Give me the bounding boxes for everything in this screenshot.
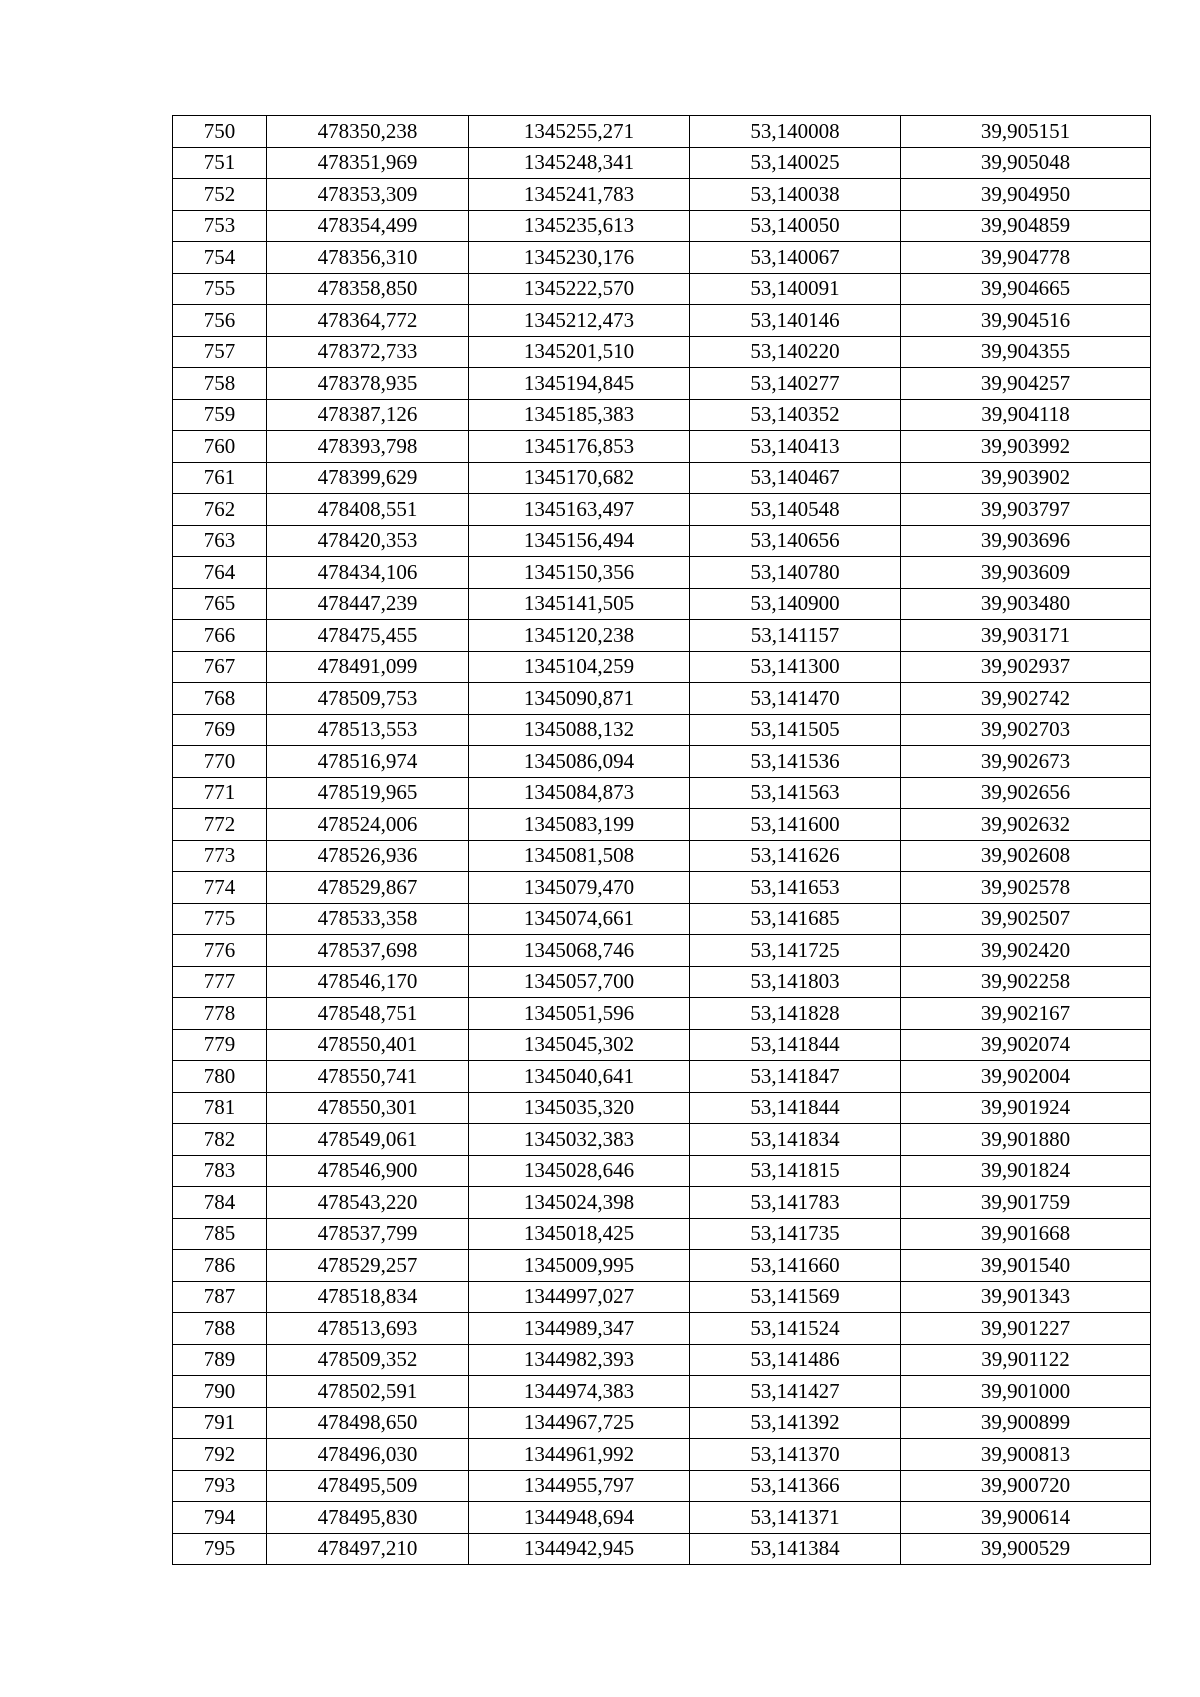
latitude-cell: 53,141486 xyxy=(690,1344,901,1376)
latitude-cell: 53,141626 xyxy=(690,840,901,872)
latitude-cell: 53,141783 xyxy=(690,1187,901,1219)
point-number-cell: 792 xyxy=(173,1439,267,1471)
table-row xyxy=(173,1313,1151,1345)
table-row xyxy=(173,840,1151,872)
longitude-cell: 39,904859 xyxy=(901,210,1151,242)
point-number-cell: 753 xyxy=(173,210,267,242)
table-row xyxy=(173,620,1151,652)
table-row xyxy=(173,683,1151,715)
latitude-cell: 53,141660 xyxy=(690,1250,901,1282)
table-row xyxy=(173,1502,1151,1534)
x-coordinate-cell: 478408,551 xyxy=(267,494,469,526)
longitude-cell: 39,900614 xyxy=(901,1502,1151,1534)
latitude-cell: 53,141505 xyxy=(690,714,901,746)
table-row xyxy=(173,336,1151,368)
latitude-cell: 53,141384 xyxy=(690,1533,901,1565)
latitude-cell: 53,141470 xyxy=(690,683,901,715)
longitude-cell: 39,902608 xyxy=(901,840,1151,872)
longitude-cell: 39,902074 xyxy=(901,1029,1151,1061)
y-coordinate-cell: 1345068,746 xyxy=(469,935,690,967)
point-number-cell: 787 xyxy=(173,1281,267,1313)
y-coordinate-cell: 1345032,383 xyxy=(469,1124,690,1156)
x-coordinate-cell: 478497,210 xyxy=(267,1533,469,1565)
longitude-cell: 39,900813 xyxy=(901,1439,1151,1471)
point-number-cell: 773 xyxy=(173,840,267,872)
latitude-cell: 53,140067 xyxy=(690,242,901,274)
longitude-cell: 39,901122 xyxy=(901,1344,1151,1376)
longitude-cell: 39,901540 xyxy=(901,1250,1151,1282)
y-coordinate-cell: 1345212,473 xyxy=(469,305,690,337)
x-coordinate-cell: 478537,698 xyxy=(267,935,469,967)
point-number-cell: 774 xyxy=(173,872,267,904)
x-coordinate-cell: 478434,106 xyxy=(267,557,469,589)
table-row xyxy=(173,242,1151,274)
table-row xyxy=(173,179,1151,211)
point-number-cell: 770 xyxy=(173,746,267,778)
y-coordinate-cell: 1345201,510 xyxy=(469,336,690,368)
table-row xyxy=(173,998,1151,1030)
table-row xyxy=(173,557,1151,589)
table-row xyxy=(173,714,1151,746)
y-coordinate-cell: 1345057,700 xyxy=(469,966,690,998)
y-coordinate-cell: 1345255,271 xyxy=(469,116,690,148)
longitude-cell: 39,904950 xyxy=(901,179,1151,211)
longitude-cell: 39,901668 xyxy=(901,1218,1151,1250)
latitude-cell: 53,140277 xyxy=(690,368,901,400)
latitude-cell: 53,141370 xyxy=(690,1439,901,1471)
table-row xyxy=(173,116,1151,148)
x-coordinate-cell: 478513,693 xyxy=(267,1313,469,1345)
longitude-cell: 39,903797 xyxy=(901,494,1151,526)
y-coordinate-cell: 1345074,661 xyxy=(469,903,690,935)
longitude-cell: 39,904665 xyxy=(901,273,1151,305)
table-row xyxy=(173,966,1151,998)
x-coordinate-cell: 478399,629 xyxy=(267,462,469,494)
longitude-cell: 39,902167 xyxy=(901,998,1151,1030)
x-coordinate-cell: 478546,900 xyxy=(267,1155,469,1187)
latitude-cell: 53,140780 xyxy=(690,557,901,589)
longitude-cell: 39,904778 xyxy=(901,242,1151,274)
table-row xyxy=(173,1218,1151,1250)
x-coordinate-cell: 478495,509 xyxy=(267,1470,469,1502)
point-number-cell: 786 xyxy=(173,1250,267,1282)
x-coordinate-cell: 478353,309 xyxy=(267,179,469,211)
longitude-cell: 39,904516 xyxy=(901,305,1151,337)
point-number-cell: 751 xyxy=(173,147,267,179)
y-coordinate-cell: 1345045,302 xyxy=(469,1029,690,1061)
x-coordinate-cell: 478495,830 xyxy=(267,1502,469,1534)
point-number-cell: 758 xyxy=(173,368,267,400)
x-coordinate-cell: 478498,650 xyxy=(267,1407,469,1439)
y-coordinate-cell: 1345235,613 xyxy=(469,210,690,242)
y-coordinate-cell: 1345120,238 xyxy=(469,620,690,652)
table-row xyxy=(173,903,1151,935)
table-row xyxy=(173,1470,1151,1502)
table-row xyxy=(173,1344,1151,1376)
latitude-cell: 53,141392 xyxy=(690,1407,901,1439)
x-coordinate-cell: 478550,401 xyxy=(267,1029,469,1061)
latitude-cell: 53,141563 xyxy=(690,777,901,809)
y-coordinate-cell: 1345104,259 xyxy=(469,651,690,683)
latitude-cell: 53,141847 xyxy=(690,1061,901,1093)
latitude-cell: 53,140091 xyxy=(690,273,901,305)
table-row xyxy=(173,1407,1151,1439)
coordinate-table xyxy=(172,115,1151,1565)
x-coordinate-cell: 478364,772 xyxy=(267,305,469,337)
x-coordinate-cell: 478502,591 xyxy=(267,1376,469,1408)
table-row xyxy=(173,305,1151,337)
point-number-cell: 784 xyxy=(173,1187,267,1219)
table-row xyxy=(173,588,1151,620)
longitude-cell: 39,905151 xyxy=(901,116,1151,148)
y-coordinate-cell: 1345084,873 xyxy=(469,777,690,809)
x-coordinate-cell: 478518,834 xyxy=(267,1281,469,1313)
longitude-cell: 39,902578 xyxy=(901,872,1151,904)
y-coordinate-cell: 1345156,494 xyxy=(469,525,690,557)
y-coordinate-cell: 1345028,646 xyxy=(469,1155,690,1187)
table-row xyxy=(173,1092,1151,1124)
point-number-cell: 790 xyxy=(173,1376,267,1408)
point-number-cell: 750 xyxy=(173,116,267,148)
y-coordinate-cell: 1345086,094 xyxy=(469,746,690,778)
latitude-cell: 53,140220 xyxy=(690,336,901,368)
table-row xyxy=(173,1250,1151,1282)
point-number-cell: 775 xyxy=(173,903,267,935)
table-row xyxy=(173,1187,1151,1219)
table-row xyxy=(173,872,1151,904)
latitude-cell: 53,141300 xyxy=(690,651,901,683)
x-coordinate-cell: 478351,969 xyxy=(267,147,469,179)
y-coordinate-cell: 1345176,853 xyxy=(469,431,690,463)
x-coordinate-cell: 478372,733 xyxy=(267,336,469,368)
longitude-cell: 39,902420 xyxy=(901,935,1151,967)
y-coordinate-cell: 1344997,027 xyxy=(469,1281,690,1313)
table-row xyxy=(173,1281,1151,1313)
point-number-cell: 791 xyxy=(173,1407,267,1439)
table-row xyxy=(173,935,1151,967)
latitude-cell: 53,141685 xyxy=(690,903,901,935)
point-number-cell: 769 xyxy=(173,714,267,746)
longitude-cell: 39,902507 xyxy=(901,903,1151,935)
table-row xyxy=(173,399,1151,431)
point-number-cell: 778 xyxy=(173,998,267,1030)
y-coordinate-cell: 1345170,682 xyxy=(469,462,690,494)
y-coordinate-cell: 1344989,347 xyxy=(469,1313,690,1345)
x-coordinate-cell: 478420,353 xyxy=(267,525,469,557)
latitude-cell: 53,140146 xyxy=(690,305,901,337)
longitude-cell: 39,901924 xyxy=(901,1092,1151,1124)
y-coordinate-cell: 1345194,845 xyxy=(469,368,690,400)
point-number-cell: 765 xyxy=(173,588,267,620)
latitude-cell: 53,141371 xyxy=(690,1502,901,1534)
y-coordinate-cell: 1345081,508 xyxy=(469,840,690,872)
longitude-cell: 39,902673 xyxy=(901,746,1151,778)
longitude-cell: 39,903480 xyxy=(901,588,1151,620)
point-number-cell: 782 xyxy=(173,1124,267,1156)
point-number-cell: 762 xyxy=(173,494,267,526)
latitude-cell: 53,140050 xyxy=(690,210,901,242)
table-row xyxy=(173,210,1151,242)
point-number-cell: 776 xyxy=(173,935,267,967)
point-number-cell: 771 xyxy=(173,777,267,809)
table-row xyxy=(173,1155,1151,1187)
x-coordinate-cell: 478550,741 xyxy=(267,1061,469,1093)
x-coordinate-cell: 478496,030 xyxy=(267,1439,469,1471)
y-coordinate-cell: 1345079,470 xyxy=(469,872,690,904)
x-coordinate-cell: 478509,753 xyxy=(267,683,469,715)
longitude-cell: 39,901000 xyxy=(901,1376,1151,1408)
point-number-cell: 789 xyxy=(173,1344,267,1376)
point-number-cell: 795 xyxy=(173,1533,267,1565)
table-row xyxy=(173,494,1151,526)
point-number-cell: 757 xyxy=(173,336,267,368)
table-row xyxy=(173,809,1151,841)
point-number-cell: 768 xyxy=(173,683,267,715)
x-coordinate-cell: 478546,170 xyxy=(267,966,469,998)
y-coordinate-cell: 1345009,995 xyxy=(469,1250,690,1282)
x-coordinate-cell: 478358,850 xyxy=(267,273,469,305)
x-coordinate-cell: 478537,799 xyxy=(267,1218,469,1250)
point-number-cell: 781 xyxy=(173,1092,267,1124)
latitude-cell: 53,141536 xyxy=(690,746,901,778)
point-number-cell: 788 xyxy=(173,1313,267,1345)
point-number-cell: 767 xyxy=(173,651,267,683)
point-number-cell: 766 xyxy=(173,620,267,652)
point-number-cell: 780 xyxy=(173,1061,267,1093)
point-number-cell: 779 xyxy=(173,1029,267,1061)
y-coordinate-cell: 1345150,356 xyxy=(469,557,690,589)
longitude-cell: 39,903609 xyxy=(901,557,1151,589)
x-coordinate-cell: 478509,352 xyxy=(267,1344,469,1376)
coordinate-table-body xyxy=(173,116,1151,1565)
table-row xyxy=(173,777,1151,809)
longitude-cell: 39,902632 xyxy=(901,809,1151,841)
point-number-cell: 763 xyxy=(173,525,267,557)
latitude-cell: 53,141157 xyxy=(690,620,901,652)
longitude-cell: 39,903171 xyxy=(901,620,1151,652)
latitude-cell: 53,141844 xyxy=(690,1092,901,1124)
table-row xyxy=(173,1533,1151,1565)
latitude-cell: 53,141366 xyxy=(690,1470,901,1502)
point-number-cell: 794 xyxy=(173,1502,267,1534)
latitude-cell: 53,141427 xyxy=(690,1376,901,1408)
x-coordinate-cell: 478524,006 xyxy=(267,809,469,841)
latitude-cell: 53,140352 xyxy=(690,399,901,431)
longitude-cell: 39,901343 xyxy=(901,1281,1151,1313)
latitude-cell: 53,141844 xyxy=(690,1029,901,1061)
latitude-cell: 53,141600 xyxy=(690,809,901,841)
longitude-cell: 39,904118 xyxy=(901,399,1151,431)
latitude-cell: 53,140008 xyxy=(690,116,901,148)
y-coordinate-cell: 1345090,871 xyxy=(469,683,690,715)
x-coordinate-cell: 478516,974 xyxy=(267,746,469,778)
point-number-cell: 783 xyxy=(173,1155,267,1187)
point-number-cell: 754 xyxy=(173,242,267,274)
x-coordinate-cell: 478393,798 xyxy=(267,431,469,463)
x-coordinate-cell: 478491,099 xyxy=(267,651,469,683)
point-number-cell: 752 xyxy=(173,179,267,211)
point-number-cell: 759 xyxy=(173,399,267,431)
x-coordinate-cell: 478519,965 xyxy=(267,777,469,809)
latitude-cell: 53,141803 xyxy=(690,966,901,998)
point-number-cell: 755 xyxy=(173,273,267,305)
y-coordinate-cell: 1345088,132 xyxy=(469,714,690,746)
x-coordinate-cell: 478543,220 xyxy=(267,1187,469,1219)
table-row xyxy=(173,462,1151,494)
longitude-cell: 39,901824 xyxy=(901,1155,1151,1187)
latitude-cell: 53,140467 xyxy=(690,462,901,494)
point-number-cell: 785 xyxy=(173,1218,267,1250)
table-row xyxy=(173,147,1151,179)
latitude-cell: 53,141828 xyxy=(690,998,901,1030)
point-number-cell: 760 xyxy=(173,431,267,463)
table-row xyxy=(173,431,1151,463)
x-coordinate-cell: 478529,257 xyxy=(267,1250,469,1282)
longitude-cell: 39,901759 xyxy=(901,1187,1151,1219)
longitude-cell: 39,900529 xyxy=(901,1533,1151,1565)
y-coordinate-cell: 1345083,199 xyxy=(469,809,690,841)
x-coordinate-cell: 478549,061 xyxy=(267,1124,469,1156)
point-number-cell: 761 xyxy=(173,462,267,494)
point-number-cell: 756 xyxy=(173,305,267,337)
table-row xyxy=(173,651,1151,683)
y-coordinate-cell: 1345230,176 xyxy=(469,242,690,274)
x-coordinate-cell: 478387,126 xyxy=(267,399,469,431)
y-coordinate-cell: 1344955,797 xyxy=(469,1470,690,1502)
x-coordinate-cell: 478378,935 xyxy=(267,368,469,400)
longitude-cell: 39,901227 xyxy=(901,1313,1151,1345)
table-row xyxy=(173,1061,1151,1093)
table-row xyxy=(173,1376,1151,1408)
y-coordinate-cell: 1345222,570 xyxy=(469,273,690,305)
x-coordinate-cell: 478550,301 xyxy=(267,1092,469,1124)
y-coordinate-cell: 1344967,725 xyxy=(469,1407,690,1439)
y-coordinate-cell: 1345018,425 xyxy=(469,1218,690,1250)
longitude-cell: 39,902937 xyxy=(901,651,1151,683)
latitude-cell: 53,140038 xyxy=(690,179,901,211)
latitude-cell: 53,140656 xyxy=(690,525,901,557)
longitude-cell: 39,903696 xyxy=(901,525,1151,557)
longitude-cell: 39,904257 xyxy=(901,368,1151,400)
latitude-cell: 53,140900 xyxy=(690,588,901,620)
table-row xyxy=(173,1439,1151,1471)
y-coordinate-cell: 1345024,398 xyxy=(469,1187,690,1219)
latitude-cell: 53,141735 xyxy=(690,1218,901,1250)
y-coordinate-cell: 1345185,383 xyxy=(469,399,690,431)
longitude-cell: 39,905048 xyxy=(901,147,1151,179)
longitude-cell: 39,902656 xyxy=(901,777,1151,809)
y-coordinate-cell: 1344942,945 xyxy=(469,1533,690,1565)
y-coordinate-cell: 1344974,383 xyxy=(469,1376,690,1408)
table-row xyxy=(173,746,1151,778)
longitude-cell: 39,900899 xyxy=(901,1407,1151,1439)
y-coordinate-cell: 1345141,505 xyxy=(469,588,690,620)
longitude-cell: 39,902703 xyxy=(901,714,1151,746)
point-number-cell: 764 xyxy=(173,557,267,589)
x-coordinate-cell: 478526,936 xyxy=(267,840,469,872)
y-coordinate-cell: 1345241,783 xyxy=(469,179,690,211)
longitude-cell: 39,902258 xyxy=(901,966,1151,998)
longitude-cell: 39,903992 xyxy=(901,431,1151,463)
x-coordinate-cell: 478447,239 xyxy=(267,588,469,620)
latitude-cell: 53,141569 xyxy=(690,1281,901,1313)
x-coordinate-cell: 478475,455 xyxy=(267,620,469,652)
table-row xyxy=(173,273,1151,305)
latitude-cell: 53,141653 xyxy=(690,872,901,904)
table-row xyxy=(173,1029,1151,1061)
point-number-cell: 777 xyxy=(173,966,267,998)
y-coordinate-cell: 1344948,694 xyxy=(469,1502,690,1534)
y-coordinate-cell: 1345163,497 xyxy=(469,494,690,526)
x-coordinate-cell: 478356,310 xyxy=(267,242,469,274)
latitude-cell: 53,140025 xyxy=(690,147,901,179)
table-row xyxy=(173,368,1151,400)
longitude-cell: 39,902004 xyxy=(901,1061,1151,1093)
point-number-cell: 793 xyxy=(173,1470,267,1502)
x-coordinate-cell: 478513,553 xyxy=(267,714,469,746)
longitude-cell: 39,903902 xyxy=(901,462,1151,494)
table-row xyxy=(173,525,1151,557)
x-coordinate-cell: 478548,751 xyxy=(267,998,469,1030)
x-coordinate-cell: 478529,867 xyxy=(267,872,469,904)
table-row xyxy=(173,1124,1151,1156)
x-coordinate-cell: 478533,358 xyxy=(267,903,469,935)
longitude-cell: 39,900720 xyxy=(901,1470,1151,1502)
latitude-cell: 53,140548 xyxy=(690,494,901,526)
latitude-cell: 53,140413 xyxy=(690,431,901,463)
point-number-cell: 772 xyxy=(173,809,267,841)
longitude-cell: 39,901880 xyxy=(901,1124,1151,1156)
x-coordinate-cell: 478354,499 xyxy=(267,210,469,242)
latitude-cell: 53,141725 xyxy=(690,935,901,967)
y-coordinate-cell: 1345051,596 xyxy=(469,998,690,1030)
longitude-cell: 39,904355 xyxy=(901,336,1151,368)
y-coordinate-cell: 1345035,320 xyxy=(469,1092,690,1124)
latitude-cell: 53,141834 xyxy=(690,1124,901,1156)
y-coordinate-cell: 1345248,341 xyxy=(469,147,690,179)
x-coordinate-cell: 478350,238 xyxy=(267,116,469,148)
y-coordinate-cell: 1345040,641 xyxy=(469,1061,690,1093)
longitude-cell: 39,902742 xyxy=(901,683,1151,715)
y-coordinate-cell: 1344982,393 xyxy=(469,1344,690,1376)
latitude-cell: 53,141524 xyxy=(690,1313,901,1345)
y-coordinate-cell: 1344961,992 xyxy=(469,1439,690,1471)
latitude-cell: 53,141815 xyxy=(690,1155,901,1187)
